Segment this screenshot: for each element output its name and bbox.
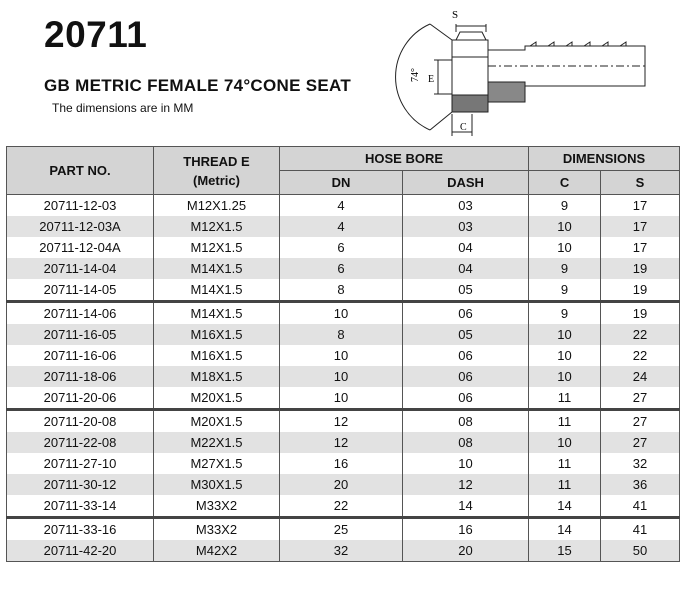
label-s: S [452,9,459,21]
dn-cell: 10 [280,302,403,325]
table-row [7,432,680,453]
thread-cell: M14X1.5 [154,279,280,302]
product-subtitle: GB METRIC FEMALE 74°CONE SEAT [44,76,352,95]
part-no-cell: 20711-22-08 [7,432,154,453]
s-cell: 19 [601,258,680,279]
dash-cell: 04 [403,258,529,279]
dash-cell: 06 [403,387,529,410]
part-no-cell: 20711-16-05 [7,324,154,345]
s-cell: 27 [601,387,680,410]
s-cell: 17 [601,237,680,258]
s-cell: 19 [601,279,680,302]
dash-cell: 10 [403,453,529,474]
thread-cell: M12X1.5 [154,216,280,237]
s-cell: 36 [601,474,680,495]
s-cell: 22 [601,345,680,366]
header-dash: DASH [403,171,529,195]
part-no-cell: 20711-30-12 [7,474,154,495]
part-no-cell: 20711-27-10 [7,453,154,474]
thread-cell: M42X2 [154,540,280,562]
thread-cell: M16X1.5 [154,324,280,345]
part-no-cell: 20711-33-14 [7,495,154,518]
thread-cell: M12X1.25 [154,195,280,217]
dn-cell: 4 [280,216,403,237]
header-dimensions: DIMENSIONS [529,147,680,171]
s-cell: 27 [601,410,680,433]
part-no-cell: 20711-42-20 [7,540,154,562]
thread-cell: M33X2 [154,518,280,541]
thread-cell: M18X1.5 [154,366,280,387]
header-dn: DN [280,171,403,195]
part-no-cell: 20711-18-06 [7,366,154,387]
header-c: C [529,171,601,195]
dash-cell: 03 [403,216,529,237]
units-note: The dimensions are in MM [52,101,194,115]
dash-cell: 05 [403,324,529,345]
table-row [7,410,680,433]
s-cell: 17 [601,195,680,217]
dn-cell: 10 [280,366,403,387]
dash-cell: 06 [403,366,529,387]
c-cell: 9 [529,258,601,279]
table-row [7,540,680,562]
c-cell: 14 [529,495,601,518]
dash-cell: 03 [403,195,529,217]
c-cell: 14 [529,518,601,541]
dash-cell: 08 [403,410,529,433]
part-no-cell: 20711-16-06 [7,345,154,366]
label-c: C [460,122,467,133]
part-no-cell: 20711-20-08 [7,410,154,433]
thread-cell: M16X1.5 [154,345,280,366]
c-cell: 11 [529,474,601,495]
dn-cell: 6 [280,237,403,258]
s-cell: 17 [601,216,680,237]
dash-cell: 08 [403,432,529,453]
part-number-title: 20711 [44,14,148,55]
dn-cell: 10 [280,345,403,366]
table-row [7,345,680,366]
s-cell: 24 [601,366,680,387]
s-cell: 41 [601,518,680,541]
s-cell: 41 [601,495,680,518]
table-row [7,474,680,495]
thread-cell: M20X1.5 [154,387,280,410]
s-cell: 27 [601,432,680,453]
part-no-cell: 20711-33-16 [7,518,154,541]
header-thread-e-label: THREAD E [183,153,250,169]
table-row [7,366,680,387]
thread-cell: M14X1.5 [154,302,280,325]
dn-cell: 22 [280,495,403,518]
dn-cell: 8 [280,324,403,345]
thread-cell: M27X1.5 [154,453,280,474]
dn-cell: 20 [280,474,403,495]
dn-cell: 8 [280,279,403,302]
table-row [7,387,680,410]
part-no-cell: 20711-20-06 [7,387,154,410]
c-cell: 10 [529,216,601,237]
dash-cell: 06 [403,345,529,366]
part-no-cell: 20711-14-06 [7,302,154,325]
label-angle: 74° [410,68,421,82]
dash-cell: 14 [403,495,529,518]
table-row [7,518,680,541]
thread-cell: M30X1.5 [154,474,280,495]
thread-cell: M22X1.5 [154,432,280,453]
header-hose-bore: HOSE BORE [280,147,529,171]
c-cell: 10 [529,366,601,387]
dn-cell: 16 [280,453,403,474]
dn-cell: 4 [280,195,403,217]
c-cell: 11 [529,387,601,410]
thread-cell: M14X1.5 [154,258,280,279]
part-no-cell: 20711-14-04 [7,258,154,279]
fitting-drawing [390,2,670,142]
table-row [7,495,680,518]
part-no-cell: 20711-12-04A [7,237,154,258]
thread-cell: M20X1.5 [154,410,280,433]
dn-cell: 32 [280,540,403,562]
c-cell: 9 [529,195,601,217]
dn-cell: 12 [280,410,403,433]
label-e: E [428,74,435,85]
part-no-cell: 20711-12-03A [7,216,154,237]
c-cell: 10 [529,345,601,366]
dash-cell: 20 [403,540,529,562]
dash-cell: 06 [403,302,529,325]
c-cell: 10 [529,237,601,258]
part-no-cell: 20711-14-05 [7,279,154,302]
table-row [7,216,680,237]
dimensions-table [6,146,680,562]
c-cell: 10 [529,324,601,345]
table-row [7,324,680,345]
c-cell: 9 [529,279,601,302]
header-thread-e [154,147,280,195]
thread-cell: M12X1.5 [154,237,280,258]
part-no-cell: 20711-12-03 [7,195,154,217]
dn-cell: 6 [280,258,403,279]
c-cell: 15 [529,540,601,562]
header-thread-e-sub: (Metric) [193,172,240,188]
header-s: S [601,171,680,195]
dash-cell: 12 [403,474,529,495]
c-cell: 9 [529,302,601,325]
c-cell: 11 [529,453,601,474]
s-cell: 32 [601,453,680,474]
dn-cell: 10 [280,387,403,410]
dash-cell: 04 [403,237,529,258]
dash-cell: 16 [403,518,529,541]
thread-cell: M33X2 [154,495,280,518]
header-part-no: PART NO. [7,147,154,195]
s-cell: 19 [601,302,680,325]
table-row [7,279,680,302]
table-row [7,453,680,474]
s-cell: 50 [601,540,680,562]
s-cell: 22 [601,324,680,345]
table-row [7,302,680,325]
c-cell: 11 [529,410,601,433]
table-row [7,195,680,217]
dn-cell: 25 [280,518,403,541]
table-row [7,258,680,279]
table-row [7,237,680,258]
dn-cell: 12 [280,432,403,453]
c-cell: 10 [529,432,601,453]
dash-cell: 05 [403,279,529,302]
